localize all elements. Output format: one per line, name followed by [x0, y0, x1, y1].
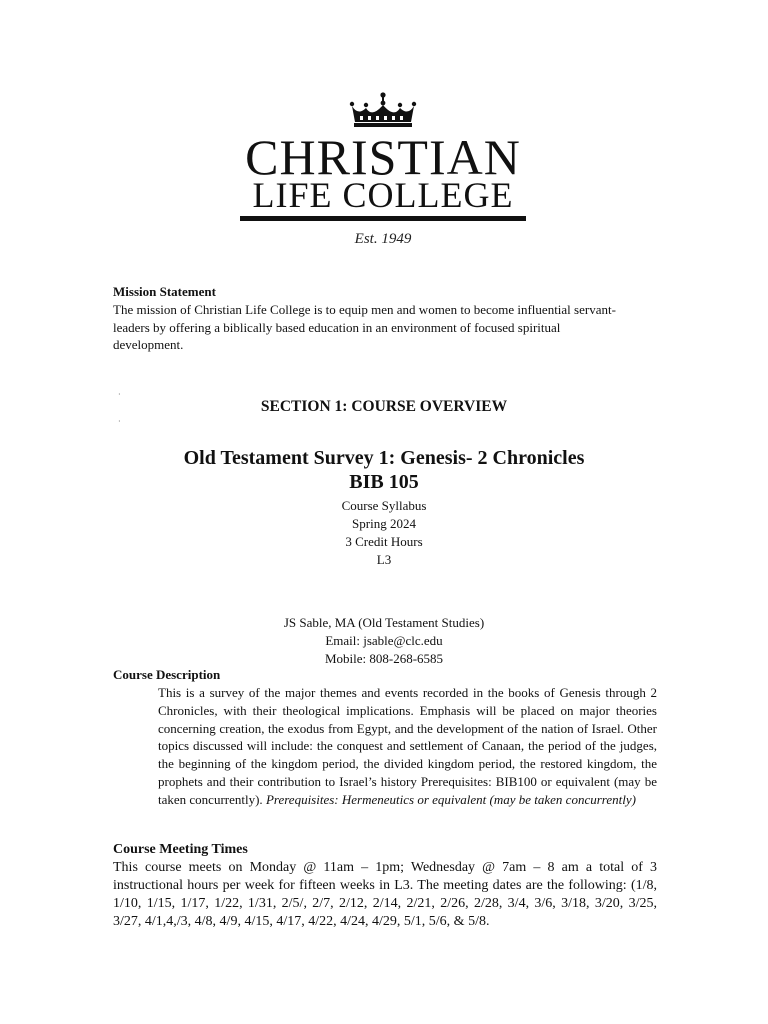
course-room: L3	[376, 552, 392, 567]
bullet-marker: ·	[118, 417, 121, 426]
course-meeting-times-heading: Course Meeting Times	[113, 842, 248, 857]
bullet-marker: ·	[118, 390, 121, 399]
mission-statement-heading: Mission Statement	[113, 284, 216, 299]
logo-wordmark-christian: CHRISTIAN	[245, 129, 521, 185]
prerequisites-note: Prerequisites: Hermeneutics or equivalent (may be taken concurrently)	[265, 791, 636, 807]
course-credit-hours: 3 Credit Hours	[345, 534, 423, 549]
course-title: Old Testament Survey 1: Genesis- 2 Chronicles	[183, 447, 585, 469]
instructor-mobile: Mobile: 808-268-6585	[324, 651, 444, 666]
instructor-email: Email: jsable@clc.edu	[325, 633, 443, 648]
crown-icon	[348, 92, 418, 130]
logo-wordmark-life-college: LIFE COLLEGE	[252, 175, 514, 215]
mission-statement-text: The mission of Christian Life College is to equip men and women to become influential servant-leaders by offering a biblically based education in an environment of focused spiritual development.	[113, 302, 616, 352]
course-meeting-times-text: This course meets on Monday @ 11am – 1pm; Wednesday @ 7am – 8 am a total of 3 instructional hours per week for fifteen weeks in L3. The meeting dates are the following: (1/8, 1/10, 1/15, 1/17, 1/22, 1/31, 2/5/, 2/7, 2/12, 2/14, 2/21, 2/26, 2/28, 3/4, 3/6, 3/18, 3/20, 3/25, 3/27, 4/1,4,/3, 4/8, 4/9, 4/15, 4/17, 4/22, 4/24, 4/29, 5/1, 5/6, & 5/8.	[113, 860, 657, 929]
section-heading: SECTION 1: COURSE OVERVIEW	[260, 398, 508, 415]
document-type: Course Syllabus	[341, 498, 427, 513]
logo-established-year: Est. 1949	[354, 231, 412, 247]
course-description-body: This is a survey of the major themes and events recorded in the books of Genesis through 2 Chronicles, with their theological implications. Emphasis will be placed on major theories concerning creation, the exodus from Egypt, and the development of the nation of Israel. Other topics discussed will include: the conquest and settlement of Canaan, the period of the judges, the beginning of the kingdom period, the divided kingdom period, the restored kingdom, the prophets and their contribution to Israel’s history Prerequisites: BIB100 or equivalent (may be taken concurrently).	[158, 685, 657, 807]
course-code: BIB 105	[349, 471, 419, 493]
course-description-heading: Course Description	[113, 667, 221, 682]
course-term: Spring 2024	[352, 516, 416, 531]
instructor-name: JS Sable, MA (Old Testament Studies)	[283, 615, 485, 630]
course-description-text	[158, 684, 657, 809]
logo-underline	[240, 216, 526, 221]
college-logo	[238, 92, 528, 252]
